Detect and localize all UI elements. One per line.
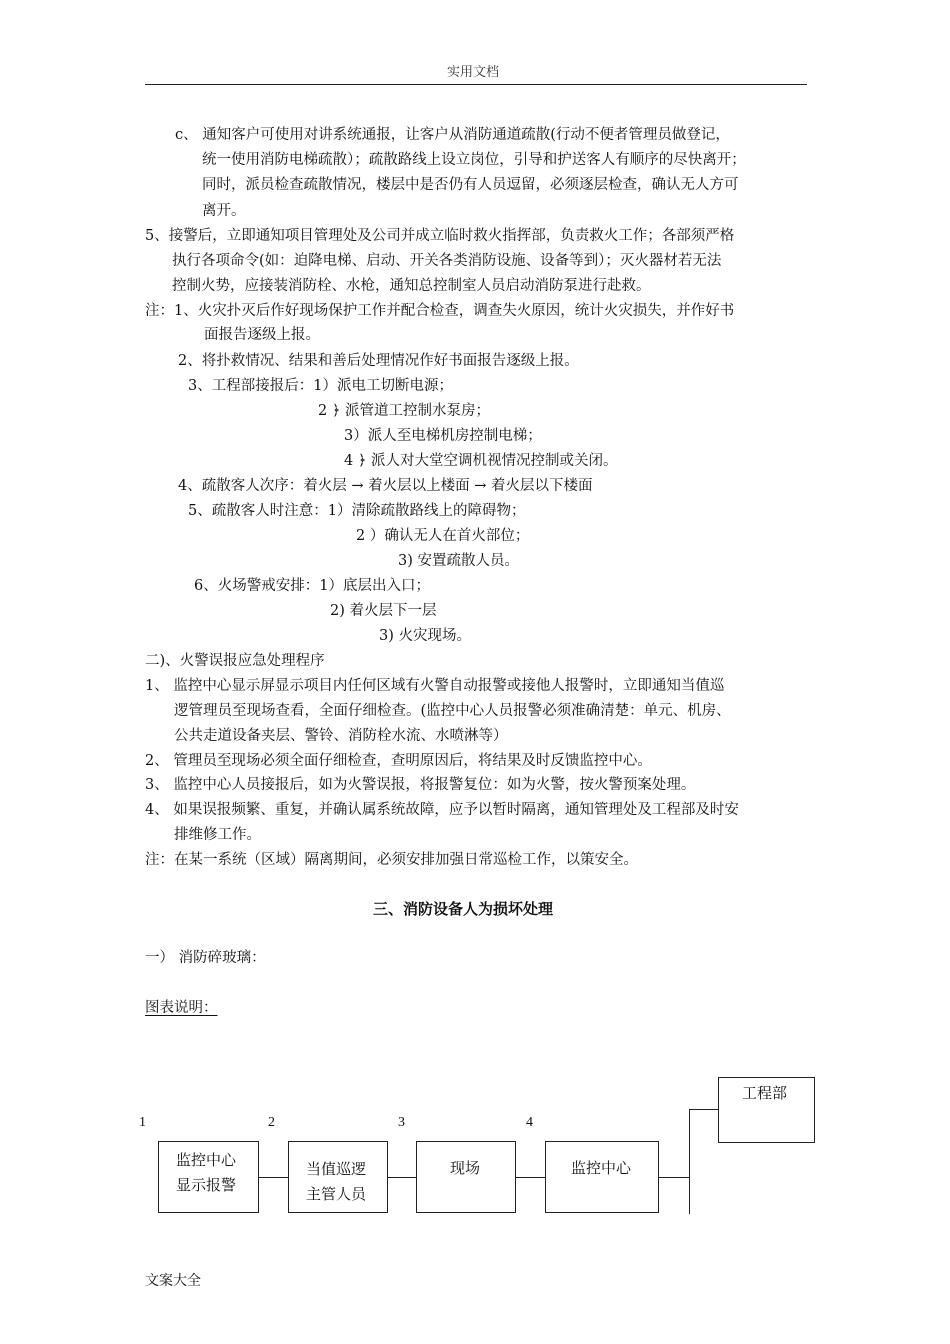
step-number-2: 2: [268, 1115, 275, 1130]
section-2-item4-line1: 4、 如果误报频繁、重复，并确认属系统故障，应予以暂时隔离，通知管理处及工程部及时安: [145, 802, 739, 818]
note-5-line1: 5、疏散客人时注意：1）清除疏散路线上的障碍物；: [188, 503, 526, 519]
flow-box-monitor-alarm: [158, 1141, 259, 1213]
flow-box-engineering-label: 工程部: [742, 1084, 788, 1102]
connector-to-engineering: [689, 1109, 718, 1110]
step-number-1: 1: [139, 1115, 146, 1130]
paragraph-c-line1: c、 通知客户可使用对讲系统通报，让客户从消防通道疏散(行动不便者管理员做登记，: [175, 127, 730, 143]
flow-box-patrol-supervisor: [288, 1141, 388, 1213]
note-3-line4: 4 ﴿ 派人对大堂空调机视情况控制或关闭。: [344, 453, 618, 469]
section-2-item3: 3、 监控中心人员接报后，如为火警误报，将报警复位：如为火警，按火警预案处理。: [145, 777, 696, 793]
section-2-item1-line3: 公共走道设备夹层、警铃、消防栓水流、水喷淋等）: [174, 728, 508, 744]
note-3-line2: 2 ﴿ 派管道工控制水泵房；: [318, 403, 490, 419]
note-4: 4、疏散客人次序：着火层 → 着火层以上楼面 → 着火层以下楼面: [178, 478, 593, 494]
note-2: 2、将扑救情况、结果和善后处理情况作好书面报告逐级上报。: [178, 353, 579, 369]
header-rule: [145, 84, 807, 85]
paragraph-5-line2: 执行各项命令(如：迫降电梯、启动、开关各类消防设施、设备等到）；灭火器材若无法: [172, 253, 722, 269]
note-6-line3: 3) 火灾现场。: [379, 628, 471, 644]
note-3-line3: 3）派人至电梯机房控制电梯；: [344, 428, 542, 444]
flow-box-patrol-supervisor-line1: 当值巡逻: [306, 1160, 367, 1178]
paragraph-c-line4: 离开。: [202, 203, 246, 219]
flow-box-monitor-center-label: 监控中心: [571, 1159, 632, 1177]
paragraph-c-line3: 同时，派员检查疏散情况，楼层中是否仍有人员逗留，必须逐层检查，确认无人方可: [202, 177, 739, 193]
paragraph-5-line1: 5、接警后，立即通知项目管理处及公司并成立临时救火指挥部，负责救火工作；各部须严格: [145, 228, 735, 244]
note-1-line2: 面报告逐级上报。: [204, 327, 320, 343]
legend-label: 图表说明：: [145, 1000, 218, 1016]
note-1-line1: 注：1、火灾扑灭后作好现场保护工作并配合检查，调查失火原因，统计火灾损失，并作好书: [145, 303, 735, 319]
section-2-item2: 2、 管理员至现场必须全面仔细检查，查明原因后，将结果及时反馈监控中心。: [145, 753, 652, 769]
section-2-item1-line2: 逻管理员至现场查看，全面仔细检查。(监控中心人员报警必须准确清楚：单元、机房、: [174, 703, 731, 719]
section-3-subtitle: 一） 消防碎玻璃：: [145, 950, 266, 966]
section-2-note: 注：在某一系统（区域）隔离期间，必须安排加强日常巡检工作，以策安全。: [145, 852, 638, 868]
section-2-item1-line1: 1、 监控中心显示屏显示项目内任何区域有火警自动报警或接他人报警时，立即通知当值巡: [145, 678, 725, 694]
connector-vertical-trunk: [689, 1109, 690, 1214]
connector-2-3: [388, 1177, 416, 1178]
note-6-line2: 2) 着火层下一层: [330, 603, 437, 619]
section-3-title: 三、消防设备人为损坏处理: [373, 900, 554, 918]
step-number-3: 3: [398, 1115, 405, 1130]
connector-3-4: [516, 1177, 545, 1178]
section-2-item4-line2: 排维修工作。: [174, 827, 261, 843]
connector-4-branch: [659, 1177, 690, 1178]
note-5-line3: 3) 安置疏散人员。: [398, 553, 519, 569]
flow-box-monitor-alarm-line2: 显示报警: [176, 1176, 237, 1194]
section-2-title: 二)、火警误报应急处理程序: [145, 653, 325, 669]
flow-box-engineering: [718, 1077, 815, 1143]
flow-box-patrol-supervisor-line2: 主管人员: [306, 1185, 367, 1203]
flow-box-monitor-center: [545, 1141, 659, 1213]
paragraph-5-line3: 控制火势，应接装消防栓、水枪，通知总控制室人员启动消防泵进行赴救。: [172, 278, 651, 294]
note-3-line1: 3、工程部接报后：1）派电工切断电源；: [188, 378, 453, 394]
note-5-line2: 2 ）确认无人在首火部位；: [356, 528, 530, 544]
note-6-line1: 6、火场警戒安排：1）底层出入口；: [194, 578, 430, 594]
connector-1-2: [259, 1177, 288, 1178]
step-number-4: 4: [526, 1115, 533, 1130]
flow-box-monitor-alarm-line1: 监控中心: [176, 1151, 237, 1169]
page-footer-text: 文案大全: [145, 1273, 201, 1289]
page-header-title: 实用文档: [447, 65, 500, 80]
paragraph-c-line2: 统一使用消防电梯疏散）；疏散路线上设立岗位，引导和护送客人有顺序的尽快离开；: [202, 152, 746, 168]
flow-box-site: [416, 1141, 516, 1213]
flow-box-site-label: 现场: [450, 1159, 481, 1177]
